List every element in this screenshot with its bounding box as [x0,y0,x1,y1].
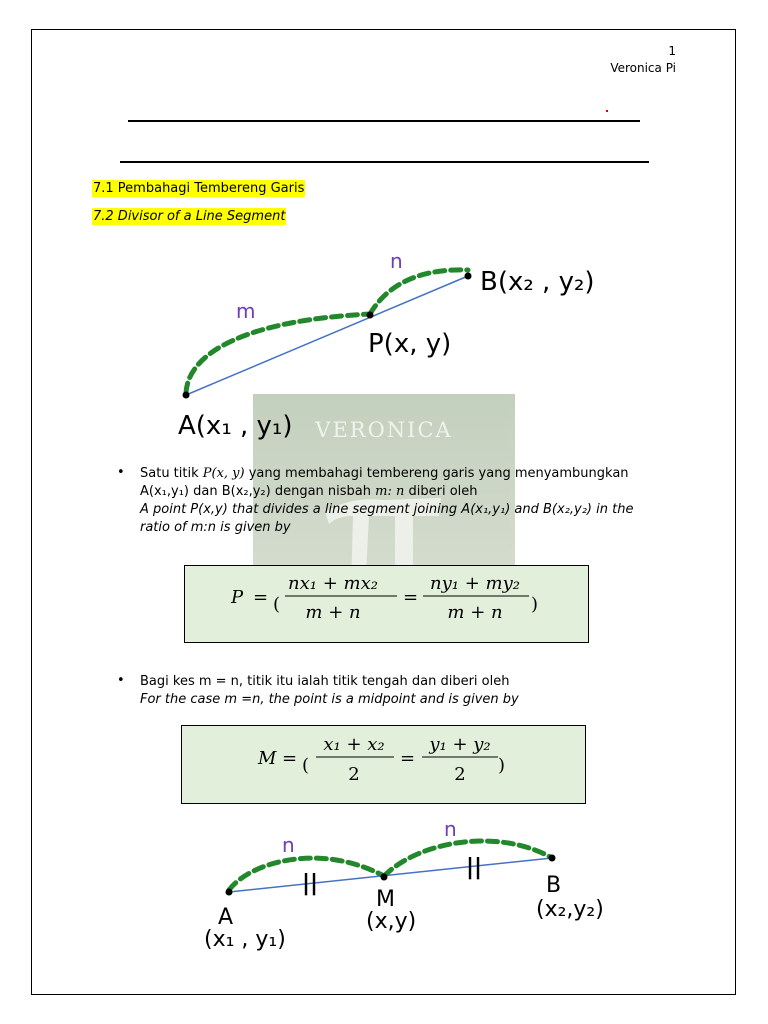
formula-numerator-x: nx₁ + mx₂ [288,573,378,594]
tick-mark-left: || [302,871,319,896]
label-p: P(x, y) [368,329,452,359]
malay-line2-pre: A(x₁,y₁) dan B(x₂,y₂) dengan nisbah [140,484,376,499]
malay-post: yang membahagi tembereng garis yang menyambungkan [244,466,629,481]
formula-equals-1: = [282,748,298,769]
coord-m: (x,y) [366,909,417,934]
formula-numerator-y: y₁ + y₂ [429,734,491,755]
formula-lhs: M [258,748,277,769]
coord-a: (x₁ , y₁) [204,927,286,952]
english-line-1: A point P(x,y) that divides a line segment joining A(x₁,y₁) and B(x₂,y₂) in the [140,502,634,517]
section-heading-malay: 7.1 Pembahagi Tembereng Garis [93,181,305,196]
label-a: A [218,905,234,930]
tick-mark-right: || [466,855,483,880]
point-m [381,874,388,881]
formula-denominator-y: m + n [447,602,503,623]
formula-equals-1: = [253,587,269,608]
formula-denominator-y: 2 [454,764,466,785]
label-n-right: n [444,817,457,841]
label-m: m [236,299,256,323]
malay-ratio: m: n [375,484,405,499]
point-a [226,889,233,896]
point-b [549,855,556,862]
coord-b: (x₂,y₂) [536,897,604,922]
watermark-text: VERONICA [315,418,453,442]
formula-paren-left: ( [302,755,310,776]
section-heading-english: 7.2 Divisor of a Line Segment [93,209,286,224]
formula-numerator-x: x₁ + x₂ [323,734,385,755]
label-n-left: n [282,833,295,857]
label-b: B(x₂ , y₂) [480,267,595,297]
bullet-marker: • [117,465,125,480]
formula-equals-2: = [400,748,416,769]
label-b: B [546,873,562,898]
formula-lhs: P [231,587,244,608]
malay-pre: Satu titik [140,466,203,481]
formula-paren-right: ) [531,594,539,615]
midpoint-malay: Bagi kes m = n, titik itu ialah titik tengah dan diberi oleh [140,674,510,689]
formula-equals-2: = [403,587,419,608]
page-number: 1 [668,44,676,58]
malay-line2-post: diberi oleh [404,484,478,499]
formula-denominator-x: m + n [305,602,361,623]
formula-numerator-y: ny₁ + my₂ [430,573,520,594]
label-m: M [376,887,395,912]
bullet-marker: • [117,673,125,688]
author-name: Veronica Pi [610,61,676,75]
malay-point: P(x, y) [202,466,245,481]
label-n: n [390,249,403,273]
midpoint-english: For the case m =n, the point is a midpoint and is given by [140,692,519,707]
formula-paren-left: ( [273,594,281,615]
formula-denominator-x: 2 [348,764,360,785]
english-line-2: ratio of m:n is given by [140,520,291,535]
label-a: A(x₁ , y₁) [178,411,293,441]
formula-paren-right: ) [498,755,506,776]
